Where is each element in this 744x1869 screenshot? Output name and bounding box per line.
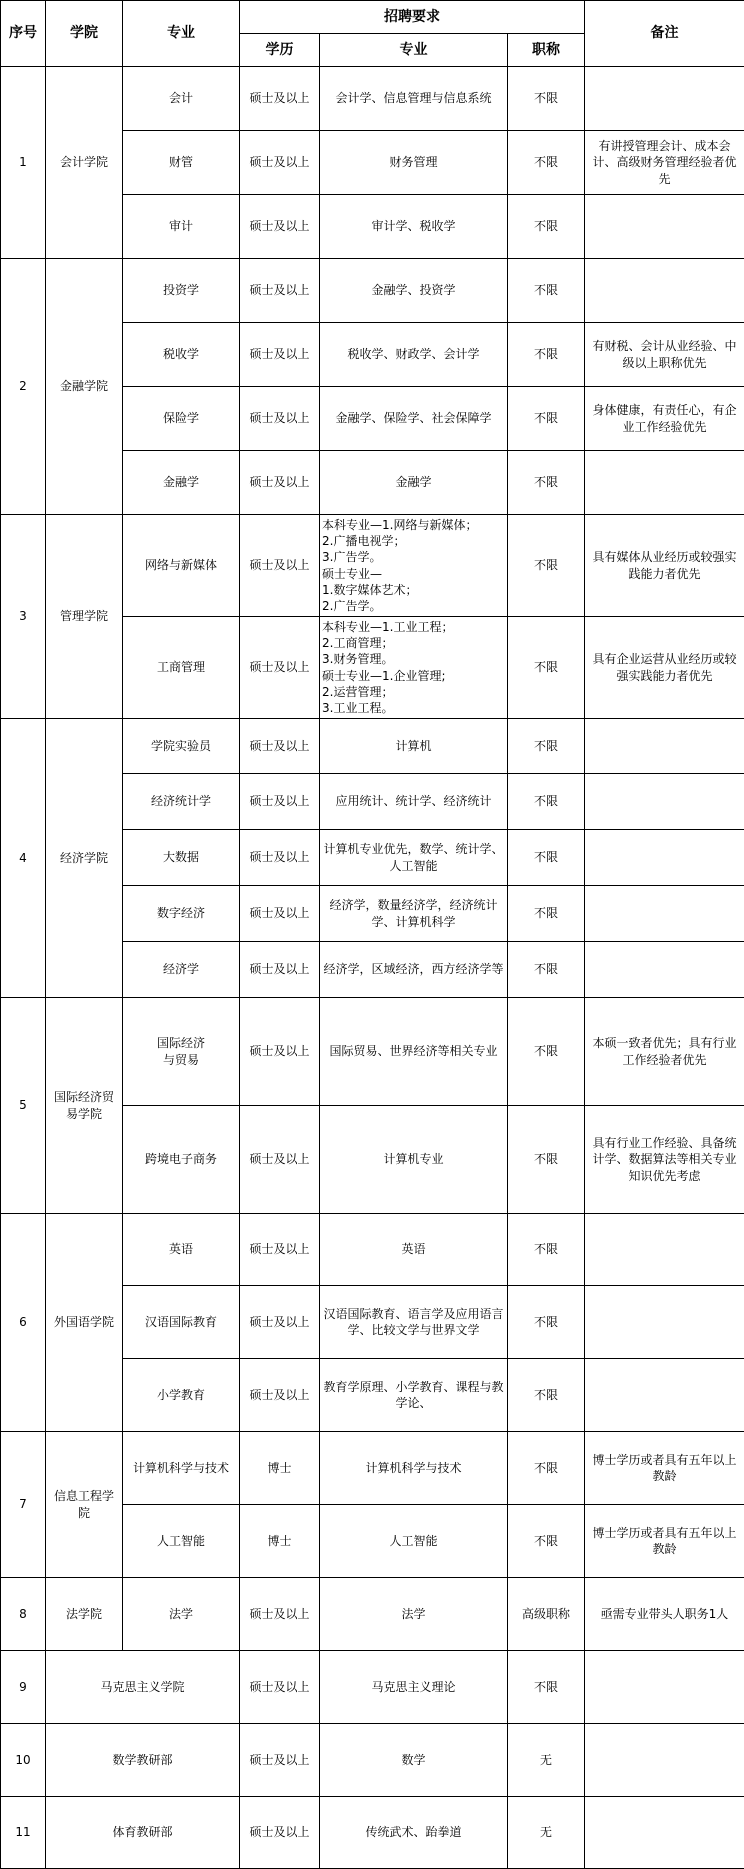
seq-cell: 6 xyxy=(1,1214,46,1432)
major-cell: 小学教育 xyxy=(123,1359,240,1432)
education-cell: 硕士及以上 xyxy=(240,886,320,942)
education-cell: 博士 xyxy=(240,1432,320,1505)
college-cell: 信息工程学院 xyxy=(46,1432,123,1578)
education-cell: 硕士及以上 xyxy=(240,942,320,998)
req-major-cell: 金融学、投资学 xyxy=(320,259,508,323)
title-cell: 不限 xyxy=(508,67,585,131)
remarks-cell: 身体健康，有责任心，有企业工作经验优先 xyxy=(585,387,744,451)
remarks-cell: 具有行业工作经验、具备统计学、数据算法等相关专业知识优先考虑 xyxy=(585,1106,744,1214)
table-row xyxy=(1,998,744,1106)
table-row xyxy=(1,1797,744,1869)
title-cell: 不限 xyxy=(508,1505,585,1578)
remarks-cell: 博士学历或者具有五年以上教龄 xyxy=(585,1505,744,1578)
seq-cell: 8 xyxy=(1,1578,46,1651)
table-row xyxy=(1,259,744,323)
education-cell: 硕士及以上 xyxy=(240,1359,320,1432)
title-cell: 不限 xyxy=(508,998,585,1106)
remarks-cell xyxy=(585,942,744,998)
major-cell: 审计 xyxy=(123,195,240,259)
req-major-cell: 金融学、保险学、社会保障学 xyxy=(320,387,508,451)
title-cell: 不限 xyxy=(508,131,585,195)
title-cell: 无 xyxy=(508,1797,585,1869)
education-cell: 硕士及以上 xyxy=(240,617,320,719)
title-cell: 不限 xyxy=(508,1214,585,1286)
req-major-cell: 计算机专业优先，数学、统计学、人工智能 xyxy=(320,830,508,886)
seq-cell: 7 xyxy=(1,1432,46,1578)
remarks-cell xyxy=(585,259,744,323)
remarks-cell xyxy=(585,886,744,942)
remarks-cell: 具有企业运营从业经历或较强实践能力者优先 xyxy=(585,617,744,719)
seq-cell: 1 xyxy=(1,67,46,259)
remarks-cell: 有财税、会计从业经验、中级以上职称优先 xyxy=(585,323,744,387)
title-cell: 不限 xyxy=(508,774,585,830)
req-major-cell: 英语 xyxy=(320,1214,508,1286)
req-major-cell: 计算机科学与技术 xyxy=(320,1432,508,1505)
req-major-cell: 计算机专业 xyxy=(320,1106,508,1214)
college-cell: 管理学院 xyxy=(46,515,123,719)
req-major-cell: 经济学，数量经济学，经济统计学、计算机科学 xyxy=(320,886,508,942)
major-cell: 跨境电子商务 xyxy=(123,1106,240,1214)
college-cell: 数学教研部 xyxy=(46,1724,240,1797)
title-cell: 不限 xyxy=(508,1106,585,1214)
seq-cell: 10 xyxy=(1,1724,46,1797)
table-row xyxy=(1,1578,744,1651)
header-requirements: 招聘要求 xyxy=(240,1,585,34)
major-cell: 经济学 xyxy=(123,942,240,998)
title-cell: 不限 xyxy=(508,259,585,323)
req-major-cell: 计算机 xyxy=(320,719,508,774)
remarks-cell xyxy=(585,451,744,515)
education-cell: 硕士及以上 xyxy=(240,131,320,195)
college-cell: 外国语学院 xyxy=(46,1214,123,1432)
req-major-cell: 数学 xyxy=(320,1724,508,1797)
major-cell: 法学 xyxy=(123,1578,240,1651)
title-cell: 高级职称 xyxy=(508,1578,585,1651)
title-cell: 不限 xyxy=(508,1432,585,1505)
remarks-cell xyxy=(585,719,744,774)
remarks-cell: 具有媒体从业经历或较强实践能力者优先 xyxy=(585,515,744,617)
major-cell: 保险学 xyxy=(123,387,240,451)
table-row xyxy=(1,719,744,774)
education-cell: 硕士及以上 xyxy=(240,1578,320,1651)
college-cell: 国际经济贸易学院 xyxy=(46,998,123,1214)
title-cell: 不限 xyxy=(508,1651,585,1724)
title-cell: 不限 xyxy=(508,886,585,942)
seq-cell: 3 xyxy=(1,515,46,719)
education-cell: 硕士及以上 xyxy=(240,67,320,131)
college-cell: 马克思主义学院 xyxy=(46,1651,240,1724)
education-cell: 硕士及以上 xyxy=(240,719,320,774)
education-cell: 博士 xyxy=(240,1505,320,1578)
education-cell: 硕士及以上 xyxy=(240,515,320,617)
education-cell: 硕士及以上 xyxy=(240,195,320,259)
major-cell: 大数据 xyxy=(123,830,240,886)
seq-cell: 11 xyxy=(1,1797,46,1869)
remarks-cell xyxy=(585,830,744,886)
major-cell: 经济统计学 xyxy=(123,774,240,830)
table-row xyxy=(1,1724,744,1797)
education-cell: 硕士及以上 xyxy=(240,1724,320,1797)
remarks-cell xyxy=(585,774,744,830)
major-cell: 投资学 xyxy=(123,259,240,323)
college-cell: 会计学院 xyxy=(46,67,123,259)
college-cell: 体育教研部 xyxy=(46,1797,240,1869)
req-major-cell: 传统武术、跆拳道 xyxy=(320,1797,508,1869)
header-title: 职称 xyxy=(508,34,585,67)
header-college: 学院 xyxy=(46,1,123,67)
remarks-cell xyxy=(585,1359,744,1432)
major-cell: 会计 xyxy=(123,67,240,131)
title-cell: 不限 xyxy=(508,323,585,387)
education-cell: 硕士及以上 xyxy=(240,830,320,886)
college-cell: 金融学院 xyxy=(46,259,123,515)
title-cell: 不限 xyxy=(508,1359,585,1432)
education-cell: 硕士及以上 xyxy=(240,1286,320,1359)
education-cell: 硕士及以上 xyxy=(240,1651,320,1724)
header-education: 学历 xyxy=(240,34,320,67)
title-cell: 不限 xyxy=(508,451,585,515)
title-cell: 无 xyxy=(508,1724,585,1797)
remarks-cell xyxy=(585,1797,744,1869)
remarks-cell: 博士学历或者具有五年以上教龄 xyxy=(585,1432,744,1505)
title-cell: 不限 xyxy=(508,1286,585,1359)
seq-cell: 9 xyxy=(1,1651,46,1724)
header-remarks: 备注 xyxy=(585,1,744,67)
title-cell: 不限 xyxy=(508,942,585,998)
education-cell: 硕士及以上 xyxy=(240,998,320,1106)
req-major-cell: 金融学 xyxy=(320,451,508,515)
major-cell: 数字经济 xyxy=(123,886,240,942)
education-cell: 硕士及以上 xyxy=(240,1106,320,1214)
major-cell: 工商管理 xyxy=(123,617,240,719)
remarks-cell: 亟需专业带头人职务1人 xyxy=(585,1578,744,1651)
title-cell: 不限 xyxy=(508,830,585,886)
header-seq: 序号 xyxy=(1,1,46,67)
major-cell: 英语 xyxy=(123,1214,240,1286)
major-cell: 计算机科学与技术 xyxy=(123,1432,240,1505)
title-cell: 不限 xyxy=(508,195,585,259)
req-major-cell: 汉语国际教育、语言学及应用语言学、比较文学与世界文学 xyxy=(320,1286,508,1359)
remarks-cell: 本硕一致者优先；具有行业工作经验者优先 xyxy=(585,998,744,1106)
title-cell: 不限 xyxy=(508,617,585,719)
table-row xyxy=(1,515,744,617)
major-cell: 人工智能 xyxy=(123,1505,240,1578)
major-cell: 学院实验员 xyxy=(123,719,240,774)
education-cell: 硕士及以上 xyxy=(240,774,320,830)
seq-cell: 2 xyxy=(1,259,46,515)
seq-cell: 4 xyxy=(1,719,46,998)
education-cell: 硕士及以上 xyxy=(240,259,320,323)
remarks-cell xyxy=(585,195,744,259)
table-row xyxy=(1,1432,744,1505)
table-row xyxy=(1,67,744,131)
header-major: 专业 xyxy=(123,1,240,67)
major-cell: 税收学 xyxy=(123,323,240,387)
req-major-cell: 会计学、信息管理与信息系统 xyxy=(320,67,508,131)
major-cell: 网络与新媒体 xyxy=(123,515,240,617)
req-major-cell: 财务管理 xyxy=(320,131,508,195)
major-cell: 金融学 xyxy=(123,451,240,515)
req-major-cell: 经济学，区域经济，西方经济学等 xyxy=(320,942,508,998)
major-cell: 汉语国际教育 xyxy=(123,1286,240,1359)
remarks-cell xyxy=(585,67,744,131)
major-cell: 财管 xyxy=(123,131,240,195)
req-major-cell: 马克思主义理论 xyxy=(320,1651,508,1724)
table-row xyxy=(1,1651,744,1724)
header-req-major: 专业 xyxy=(320,34,508,67)
title-cell: 不限 xyxy=(508,387,585,451)
title-cell: 不限 xyxy=(508,719,585,774)
major-cell: 国际经济 与贸易 xyxy=(123,998,240,1106)
req-major-cell: 教育学原理、小学教育、课程与教学论、 xyxy=(320,1359,508,1432)
req-major-cell: 审计学、税收学 xyxy=(320,195,508,259)
education-cell: 硕士及以上 xyxy=(240,451,320,515)
req-major-cell: 国际贸易、世界经济等相关专业 xyxy=(320,998,508,1106)
req-major-cell: 应用统计、统计学、经济统计 xyxy=(320,774,508,830)
remarks-cell xyxy=(585,1651,744,1724)
remarks-cell: 有讲授管理会计、成本会计、高级财务管理经验者优先 xyxy=(585,131,744,195)
education-cell: 硕士及以上 xyxy=(240,1797,320,1869)
req-major-cell: 法学 xyxy=(320,1578,508,1651)
education-cell: 硕士及以上 xyxy=(240,387,320,451)
education-cell: 硕士及以上 xyxy=(240,1214,320,1286)
seq-cell: 5 xyxy=(1,998,46,1214)
remarks-cell xyxy=(585,1286,744,1359)
title-cell: 不限 xyxy=(508,515,585,617)
req-major-cell: 税收学、财政学、会计学 xyxy=(320,323,508,387)
req-major-cell: 本科专业—1.工业工程； 2.工商管理； 3.财务管理。 硕士专业—1.企业管理; 2.运营管理； 3.工业工程。 xyxy=(320,617,508,719)
remarks-cell xyxy=(585,1214,744,1286)
table-row xyxy=(1,1214,744,1286)
req-major-cell: 本科专业—1.网络与新媒体； 2.广播电视学； 3.广告学。 硕士专业— 1.数字媒体艺术； 2.广告学。 xyxy=(320,515,508,617)
college-cell: 经济学院 xyxy=(46,719,123,998)
req-major-cell: 人工智能 xyxy=(320,1505,508,1578)
education-cell: 硕士及以上 xyxy=(240,323,320,387)
remarks-cell xyxy=(585,1724,744,1797)
college-cell: 法学院 xyxy=(46,1578,123,1651)
